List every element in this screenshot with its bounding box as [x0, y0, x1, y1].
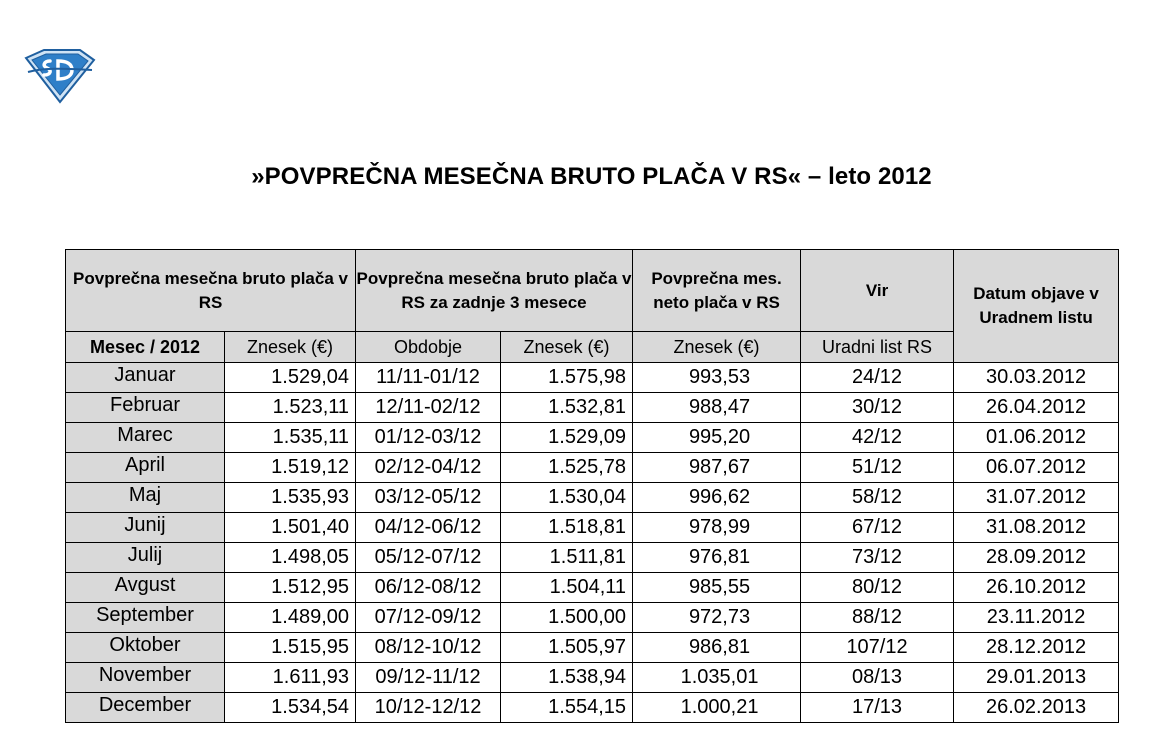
cell-znesek-neto: 985,55 [633, 573, 801, 603]
cell-znesek-neto: 972,73 [633, 603, 801, 633]
salary-table [65, 249, 1119, 723]
cell-znesek-bruto: 1.534,54 [225, 693, 356, 723]
cell-znesek-3m: 1.525,78 [501, 453, 633, 483]
cell-datum-objave: 28.12.2012 [954, 633, 1119, 663]
header-vir-group: Vir [801, 250, 954, 332]
header-row-groups [66, 250, 1119, 332]
header-uradni-list: Uradni list RS [801, 332, 954, 363]
cell-znesek-bruto: 1.498,05 [225, 543, 356, 573]
cell-mesec: Oktober [66, 633, 225, 663]
table-row [66, 363, 1119, 393]
cell-znesek-3m: 1.532,81 [501, 393, 633, 423]
cell-znesek-bruto: 1.519,12 [225, 453, 356, 483]
cell-znesek-neto: 996,62 [633, 483, 801, 513]
cell-obdobje: 05/12-07/12 [356, 543, 501, 573]
cell-znesek-3m: 1.511,81 [501, 543, 633, 573]
cell-znesek-3m: 1.529,09 [501, 423, 633, 453]
cell-znesek-neto: 988,47 [633, 393, 801, 423]
cell-znesek-3m: 1.575,98 [501, 363, 633, 393]
header-znesek-bruto: Znesek (€) [225, 332, 356, 363]
cell-obdobje: 02/12-04/12 [356, 453, 501, 483]
cell-mesec: Marec [66, 423, 225, 453]
cell-znesek-3m: 1.530,04 [501, 483, 633, 513]
cell-znesek-bruto: 1.611,93 [225, 663, 356, 693]
table-row [66, 573, 1119, 603]
cell-obdobje: 10/12-12/12 [356, 693, 501, 723]
table-row [66, 513, 1119, 543]
cell-uradni-list: 17/13 [801, 693, 954, 723]
cell-uradni-list: 58/12 [801, 483, 954, 513]
cell-datum-objave: 30.03.2012 [954, 363, 1119, 393]
cell-obdobje: 11/11-01/12 [356, 363, 501, 393]
cell-uradni-list: 08/13 [801, 663, 954, 693]
cell-datum-objave: 29.01.2013 [954, 663, 1119, 693]
header-znesek-3m: Znesek (€) [501, 332, 633, 363]
cell-obdobje: 09/12-11/12 [356, 663, 501, 693]
cell-znesek-3m: 1.500,00 [501, 603, 633, 633]
header-bruto-group: Povprečna mesečna bruto plača v RS [66, 250, 356, 332]
table-row [66, 543, 1119, 573]
cell-mesec: Februar [66, 393, 225, 423]
cell-znesek-3m: 1.504,11 [501, 573, 633, 603]
table-row [66, 483, 1119, 513]
cell-znesek-neto: 1.000,21 [633, 693, 801, 723]
cell-znesek-neto: 987,67 [633, 453, 801, 483]
cell-obdobje: 01/12-03/12 [356, 423, 501, 453]
cell-obdobje: 03/12-05/12 [356, 483, 501, 513]
cell-datum-objave: 23.11.2012 [954, 603, 1119, 633]
cell-obdobje: 06/12-08/12 [356, 573, 501, 603]
header-datum-objave: Datum objave v Uradnem listu [954, 250, 1119, 363]
cell-mesec: December [66, 693, 225, 723]
cell-uradni-list: 67/12 [801, 513, 954, 543]
cell-znesek-neto: 995,20 [633, 423, 801, 453]
cell-obdobje: 07/12-09/12 [356, 603, 501, 633]
cell-uradni-list: 24/12 [801, 363, 954, 393]
cell-mesec: Maj [66, 483, 225, 513]
cell-mesec: September [66, 603, 225, 633]
header-obdobje: Obdobje [356, 332, 501, 363]
table-row [66, 393, 1119, 423]
table-row [66, 423, 1119, 453]
cell-uradni-list: 30/12 [801, 393, 954, 423]
cell-znesek-3m: 1.554,15 [501, 693, 633, 723]
cell-mesec: November [66, 663, 225, 693]
cell-znesek-bruto: 1.515,95 [225, 633, 356, 663]
cell-znesek-bruto: 1.501,40 [225, 513, 356, 543]
cell-uradni-list: 107/12 [801, 633, 954, 663]
cell-uradni-list: 88/12 [801, 603, 954, 633]
cell-znesek-bruto: 1.535,93 [225, 483, 356, 513]
cell-mesec: Januar [66, 363, 225, 393]
cell-znesek-neto: 978,99 [633, 513, 801, 543]
cell-znesek-bruto: 1.523,11 [225, 393, 356, 423]
cell-znesek-3m: 1.518,81 [501, 513, 633, 543]
cell-obdobje: 04/12-06/12 [356, 513, 501, 543]
cell-znesek-bruto: 1.512,95 [225, 573, 356, 603]
cell-uradni-list: 73/12 [801, 543, 954, 573]
cell-znesek-neto: 993,53 [633, 363, 801, 393]
cell-znesek-bruto: 1.489,00 [225, 603, 356, 633]
cell-datum-objave: 26.10.2012 [954, 573, 1119, 603]
table-row [66, 663, 1119, 693]
cell-uradni-list: 51/12 [801, 453, 954, 483]
page-title: »POVPREČNA MESEČNA BRUTO PLAČA V RS« – leto 2012 [251, 163, 932, 190]
header-bruto-3m-group: Povprečna mesečna bruto plača v RS za zadnje 3 mesece [356, 250, 633, 332]
header-mesec: Mesec / 2012 [66, 332, 225, 363]
cell-mesec: Junij [66, 513, 225, 543]
sd-logo-icon [22, 48, 96, 104]
header-neto-group: Povprečna mes. neto plača v RS [633, 250, 801, 332]
table-row [66, 453, 1119, 483]
cell-mesec: Avgust [66, 573, 225, 603]
cell-znesek-neto: 986,81 [633, 633, 801, 663]
cell-znesek-neto: 1.035,01 [633, 663, 801, 693]
cell-mesec: April [66, 453, 225, 483]
cell-datum-objave: 06.07.2012 [954, 453, 1119, 483]
table-body [66, 363, 1119, 723]
cell-datum-objave: 31.07.2012 [954, 483, 1119, 513]
table-row [66, 693, 1119, 723]
cell-datum-objave: 31.08.2012 [954, 513, 1119, 543]
header-znesek-neto: Znesek (€) [633, 332, 801, 363]
cell-znesek-3m: 1.538,94 [501, 663, 633, 693]
cell-znesek-bruto: 1.529,04 [225, 363, 356, 393]
cell-datum-objave: 26.04.2012 [954, 393, 1119, 423]
cell-mesec: Julij [66, 543, 225, 573]
cell-znesek-neto: 976,81 [633, 543, 801, 573]
cell-obdobje: 12/11-02/12 [356, 393, 501, 423]
cell-datum-objave: 26.02.2013 [954, 693, 1119, 723]
table-row [66, 603, 1119, 633]
cell-uradni-list: 42/12 [801, 423, 954, 453]
cell-datum-objave: 28.09.2012 [954, 543, 1119, 573]
cell-datum-objave: 01.06.2012 [954, 423, 1119, 453]
cell-obdobje: 08/12-10/12 [356, 633, 501, 663]
cell-znesek-3m: 1.505,97 [501, 633, 633, 663]
cell-znesek-bruto: 1.535,11 [225, 423, 356, 453]
table-row [66, 633, 1119, 663]
cell-uradni-list: 80/12 [801, 573, 954, 603]
